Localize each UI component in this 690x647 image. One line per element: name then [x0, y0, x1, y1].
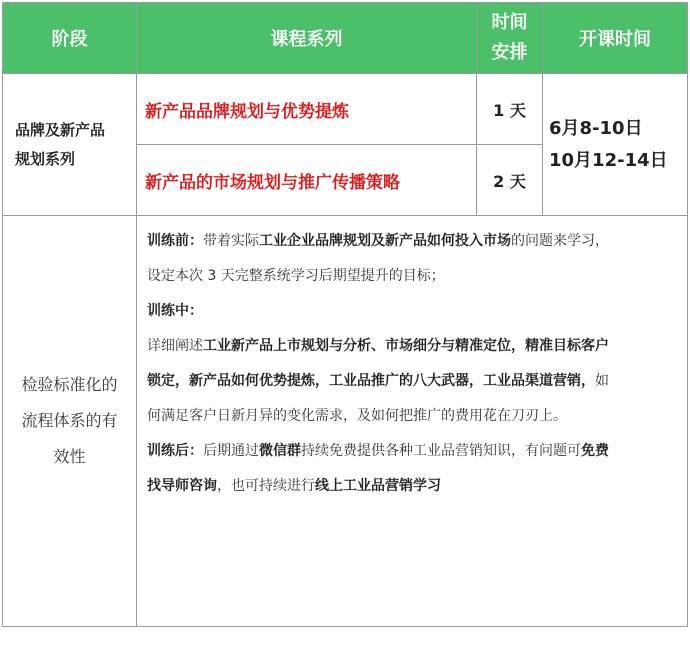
course-brand-planning: 新产品品牌规划与优势提炼 [137, 74, 477, 145]
stage-process-line2: 流程体系的有 [21, 411, 118, 430]
header-stage: 阶段 [3, 3, 137, 74]
stage-process-line3: 效性 [53, 447, 86, 466]
header-start-time: 开课时间 [543, 3, 688, 74]
during-text-c: 锁定，新产品如何优势提炼，工业品推广的八大武器，工业品渠道营销， [147, 373, 595, 389]
training-details [137, 216, 688, 627]
schedule-table [2, 2, 688, 627]
course-market-strategy: 新产品的市场规划与推广传播策略 [137, 145, 477, 216]
before-training-line1 [147, 224, 681, 259]
stage-brand-line2: 规划系列 [15, 149, 76, 168]
after-text-c: 持续免费提供各种工业品营销知识，有问题可 [301, 443, 581, 459]
start-dates [543, 74, 688, 216]
during-training-line2 [147, 364, 681, 399]
training-row [3, 216, 688, 627]
header-row [3, 3, 688, 74]
during-training-line1 [147, 329, 681, 364]
before-training-line2: 设定本次 3 天完整系统学习后期望提升的目标； [147, 268, 445, 284]
before-text-a: 带着实际 [203, 233, 259, 249]
header-time-line2: 安排 [491, 42, 528, 63]
after-text-b: 微信群 [259, 443, 301, 459]
course-brand-planning-days: 1 天 [477, 74, 543, 145]
during-training-label-line [147, 294, 681, 329]
start-date-october: 10月12-14日 [549, 149, 668, 171]
stage-brand-line1: 品牌及新产品 [15, 120, 106, 139]
during-text-d: 如 [595, 373, 609, 389]
after-text-g: 线上工业品营销学习 [315, 478, 441, 494]
during-training-label: 训练中： [147, 303, 203, 319]
after-text-e: 找导师咨询 [147, 478, 217, 494]
after-training-line1 [147, 434, 681, 469]
before-text-b: 工业企业品牌规划及新产品如何投入市场 [259, 233, 511, 249]
stage-process-validation [3, 216, 137, 627]
after-text-d: 免费 [581, 443, 609, 459]
course-market-strategy-days: 2 天 [477, 145, 543, 216]
start-date-june: 6月8-10日 [549, 117, 643, 139]
header-time-arrangement [477, 3, 543, 74]
after-training-label: 训练后： [147, 443, 203, 459]
before-text-c: 的问题来学习， [511, 233, 609, 249]
during-text-a: 详细阐述 [147, 338, 203, 354]
stage-brand-series [3, 74, 137, 216]
header-course-series: 课程系列 [137, 3, 477, 74]
before-training-label: 训练前： [147, 233, 203, 249]
header-time-line1: 时间 [491, 12, 528, 33]
after-text-f: ，也可持续进行 [217, 478, 315, 494]
stage-process-line1: 检验标准化的 [21, 375, 118, 394]
after-training-line2 [147, 469, 681, 504]
during-text-b: 工业新产品上市规划与分析、市场细分与精准定位，精准目标客户 [203, 338, 609, 354]
during-training-line3: 何满足客户日新月异的变化需求，及如何把推广的费用花在刀刃上。 [147, 408, 567, 424]
course-row-1 [3, 74, 688, 145]
after-text-a: 后期通过 [203, 443, 259, 459]
